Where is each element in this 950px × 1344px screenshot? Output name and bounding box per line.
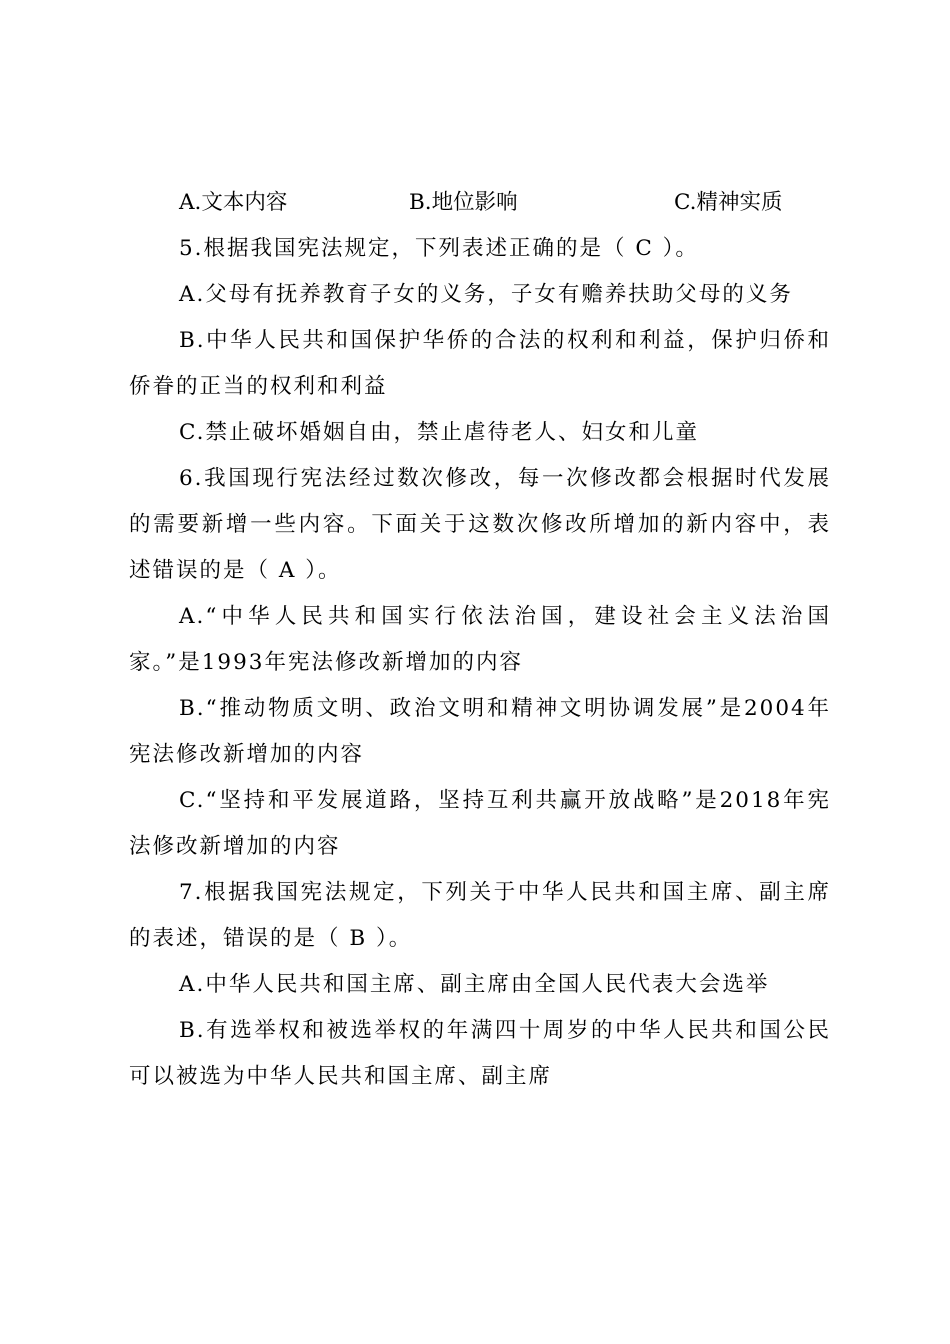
q4-option-c: C.精神实质 <box>674 190 783 215</box>
question-6-option-a: A.“中华人民共和国实行依法治国，建设社会主义法治国家。”是1993年宪法修改新增加的内容 <box>129 604 831 675</box>
question-5-option-a: A.父母有抚养教育子女的义务，子女有赡养扶助父母的义务 <box>179 282 793 307</box>
question-6: 6.我国现行宪法经过数次修改，每一次修改都会根据时代发展的需要新增一些内容。下面关于这数次修改所增加的新内容中，表述错误的是（ A ）。 <box>129 466 831 583</box>
question-5-option-c: C.禁止破坏婚姻自由，禁止虐待老人、妇女和儿童 <box>179 420 700 445</box>
q4-option-a: A.文本内容 <box>179 190 288 215</box>
q4-option-b: B.地位影响 <box>409 190 518 215</box>
question-7-option-b: B.有选举权和被选举权的年满四十周岁的中华人民共和国公民可以被选为中华人民共和国主席、副主席 <box>129 1018 831 1089</box>
q4-options-row <box>129 180 831 226</box>
question-6-option-c: C.“坚持和平发展道路，坚持互利共赢开放战略”是2018年宪法修改新增加的内容 <box>129 788 831 859</box>
question-5: 5.根据我国宪法规定，下列表述正确的是（ C ）。 <box>179 236 699 261</box>
document-page <box>129 180 831 1100</box>
question-7: 7.根据我国宪法规定，下列关于中华人民共和国主席、副主席的表述，错误的是（ B ）。 <box>129 880 831 951</box>
question-7-option-a: A.中华人民共和国主席、副主席由全国人民代表大会选举 <box>179 972 770 997</box>
question-5-option-b: B.中华人民共和国保护华侨的合法的权利和利益，保护归侨和侨眷的正当的权利和利益 <box>129 328 831 399</box>
question-6-option-b: B.“推动物质文明、政治文明和精神文明协调发展”是2004年宪法修改新增加的内容 <box>129 696 831 767</box>
